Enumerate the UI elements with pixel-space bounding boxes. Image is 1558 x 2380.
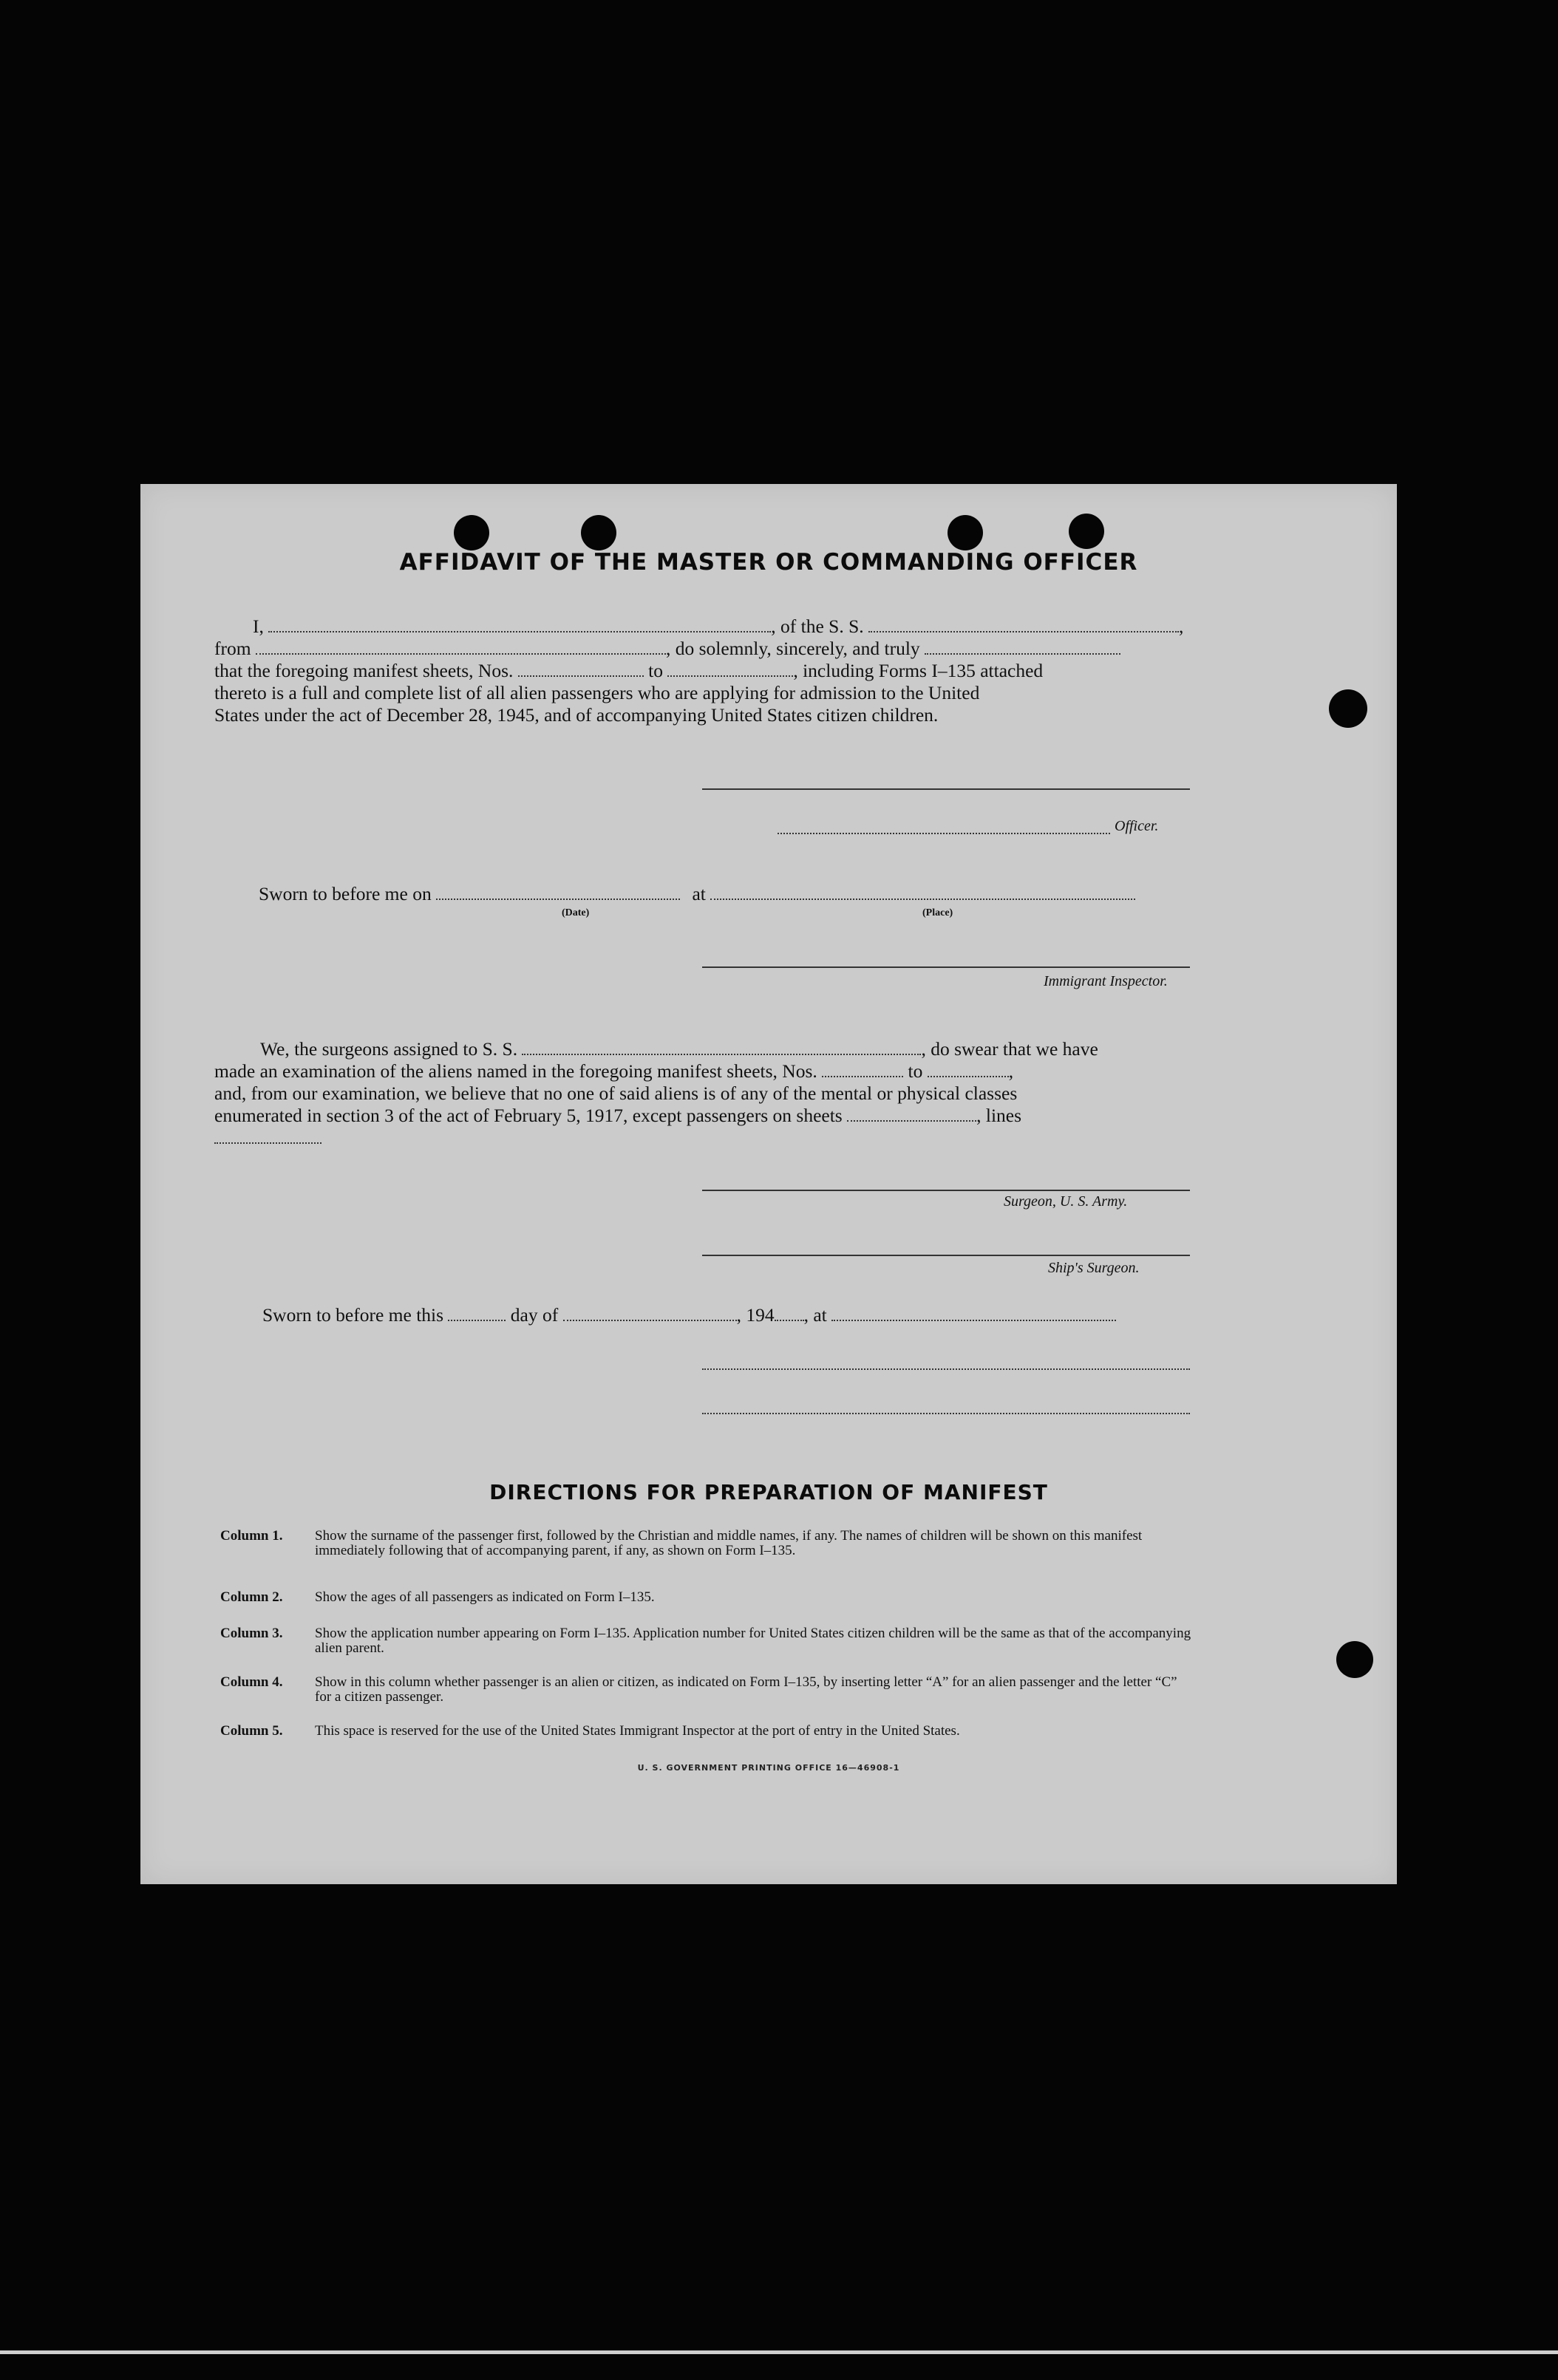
departure-port-field[interactable] xyxy=(256,638,666,655)
affidavit-line1-start: I, xyxy=(253,616,264,637)
affidavit-line5: States under the act of December 28, 1945, and of accompanying United States citizen children. xyxy=(214,704,939,726)
sworn-date-field[interactable] xyxy=(436,884,680,900)
army-surgeon-signature-line[interactable] xyxy=(702,1190,1190,1191)
master-name-field[interactable] xyxy=(268,616,771,632)
sworn2-place-field[interactable] xyxy=(831,1305,1116,1321)
sworn-month-field[interactable] xyxy=(563,1305,737,1321)
surgeons-line1-end: , do swear that we have xyxy=(921,1038,1098,1060)
direction-label: Column 1. xyxy=(220,1528,283,1544)
inspector-caption: Immigrant Inspector. xyxy=(1044,973,1168,989)
ship-surgeon-signature-line[interactable] xyxy=(702,1255,1190,1256)
affidavit-line1-end: , xyxy=(1179,616,1184,637)
surgeons-line2-end: , xyxy=(1008,1060,1014,1082)
direction-text: Show in this column whether passenger is an alien or citizen, as indicated on Form I–135, by inserting letter “A” for an alien passenger and the letter “C” for a citizen passenger. xyxy=(315,1674,1177,1705)
sheets-to-field[interactable] xyxy=(667,661,793,677)
sworn2-label: Sworn to before me this xyxy=(262,1304,444,1326)
except-lines-field[interactable] xyxy=(214,1128,322,1144)
surgeons-line2-to: to xyxy=(908,1060,923,1082)
printing-office-imprint: U. S. GOVERNMENT PRINTING OFFICE 16—46908-1 xyxy=(637,1763,900,1773)
ship-surgeon-caption: Ship's Surgeon. xyxy=(1048,1260,1140,1276)
surgeons-line3: and, from our examination, we believe that no one of said aliens is of any of the mental or physical classes xyxy=(214,1082,1018,1104)
direction-label: Column 2. xyxy=(220,1589,283,1605)
date-caption: (Date) xyxy=(562,907,590,918)
sworn-day-field[interactable] xyxy=(448,1305,506,1321)
direction-label: Column 5. xyxy=(220,1723,283,1739)
punch-hole xyxy=(1069,514,1104,549)
surgeons-sheets-to-field[interactable] xyxy=(928,1061,1009,1077)
affidavit-line1-ship: , of the S. S. xyxy=(771,616,864,637)
direction-text: Show the application number appearing on Form I–135. Application number for United States citizen children will be the same as that of the accompanying alien parent. xyxy=(315,1626,1191,1656)
sworn1-label: Sworn to before me on xyxy=(259,883,432,904)
truly-field[interactable] xyxy=(925,638,1120,655)
place-caption: (Place) xyxy=(922,907,953,918)
except-sheets-field[interactable] xyxy=(847,1105,976,1122)
surgeons-line4-start: enumerated in section 3 of the act of February 5, 1917, except passengers on sheets xyxy=(214,1105,843,1126)
affidavit-title: AFFIDAVIT OF THE MASTER OR COMMANDING OFFICER xyxy=(399,549,1138,576)
direction-text: Show the surname of the passenger first, followed by the Christian and middle names, if any. The names of children will be shown on this manifest immediately following that of accompanying parent, if any, as shown on Form I–135. xyxy=(315,1528,1143,1558)
sworn2-dayof: day of xyxy=(510,1304,559,1326)
witness-line-2[interactable] xyxy=(702,1413,1190,1414)
direction-text: Show the ages of all passengers as indicated on Form I–135. xyxy=(315,1589,655,1605)
sworn-line-2 xyxy=(262,1304,1223,1326)
officer-caption: Officer. xyxy=(1115,818,1159,834)
direction-label: Column 3. xyxy=(220,1626,283,1641)
affidavit-line3-end: , including Forms I–135 attached xyxy=(793,660,1044,681)
affidavit-text xyxy=(214,616,1264,726)
sworn2-year: , 194 xyxy=(736,1304,775,1326)
surgeons-sheets-from-field[interactable] xyxy=(822,1061,903,1077)
direction-text: This space is reserved for the use of the United States Immigrant Inspector at the port of entry in the United States. xyxy=(315,1723,960,1739)
officer-signature-line[interactable] xyxy=(702,788,1190,790)
punch-hole xyxy=(454,515,489,550)
punch-hole xyxy=(948,515,983,550)
sworn1-at: at xyxy=(692,883,706,904)
witness-line-1[interactable] xyxy=(702,1368,1190,1370)
affidavit-line3-start: that the foregoing manifest sheets, Nos. xyxy=(214,660,514,681)
form-page xyxy=(140,484,1397,1884)
direction-label: Column 4. xyxy=(220,1674,283,1690)
sheets-from-field[interactable] xyxy=(518,661,644,677)
surgeons-text xyxy=(214,1038,1264,1149)
surgeons-ship-field[interactable] xyxy=(522,1039,921,1055)
punch-hole xyxy=(1329,689,1367,728)
sworn-year-field[interactable] xyxy=(775,1305,804,1321)
directions-title: DIRECTIONS FOR PREPARATION OF MANIFEST xyxy=(489,1480,1048,1504)
affidavit-line2-mid: , do solemnly, sincerely, and truly xyxy=(665,638,920,659)
surgeons-line4-end: , lines xyxy=(976,1105,1022,1126)
army-surgeon-caption: Surgeon, U. S. Army. xyxy=(1004,1193,1128,1210)
surgeons-line2-start: made an examination of the aliens named in the foregoing manifest sheets, Nos. xyxy=(214,1060,817,1082)
affidavit-line2-start: from xyxy=(214,638,251,659)
surgeons-line1-start: We, the surgeons assigned to S. S. xyxy=(260,1038,518,1060)
film-edge xyxy=(0,2350,1558,2354)
inspector-signature-line[interactable] xyxy=(702,966,1190,968)
punch-hole xyxy=(1336,1641,1373,1678)
sworn-line-1 xyxy=(259,883,1219,905)
sworn-place-field[interactable] xyxy=(710,884,1135,900)
ship-name-field[interactable] xyxy=(868,616,1179,632)
sworn2-at: , at xyxy=(803,1304,827,1326)
affidavit-line4: thereto is a full and complete list of all alien passengers who are applying for admission to the United xyxy=(214,682,980,703)
affidavit-line3-to: to xyxy=(648,660,663,681)
officer-title-line[interactable] xyxy=(778,833,1110,834)
punch-hole xyxy=(581,515,616,550)
